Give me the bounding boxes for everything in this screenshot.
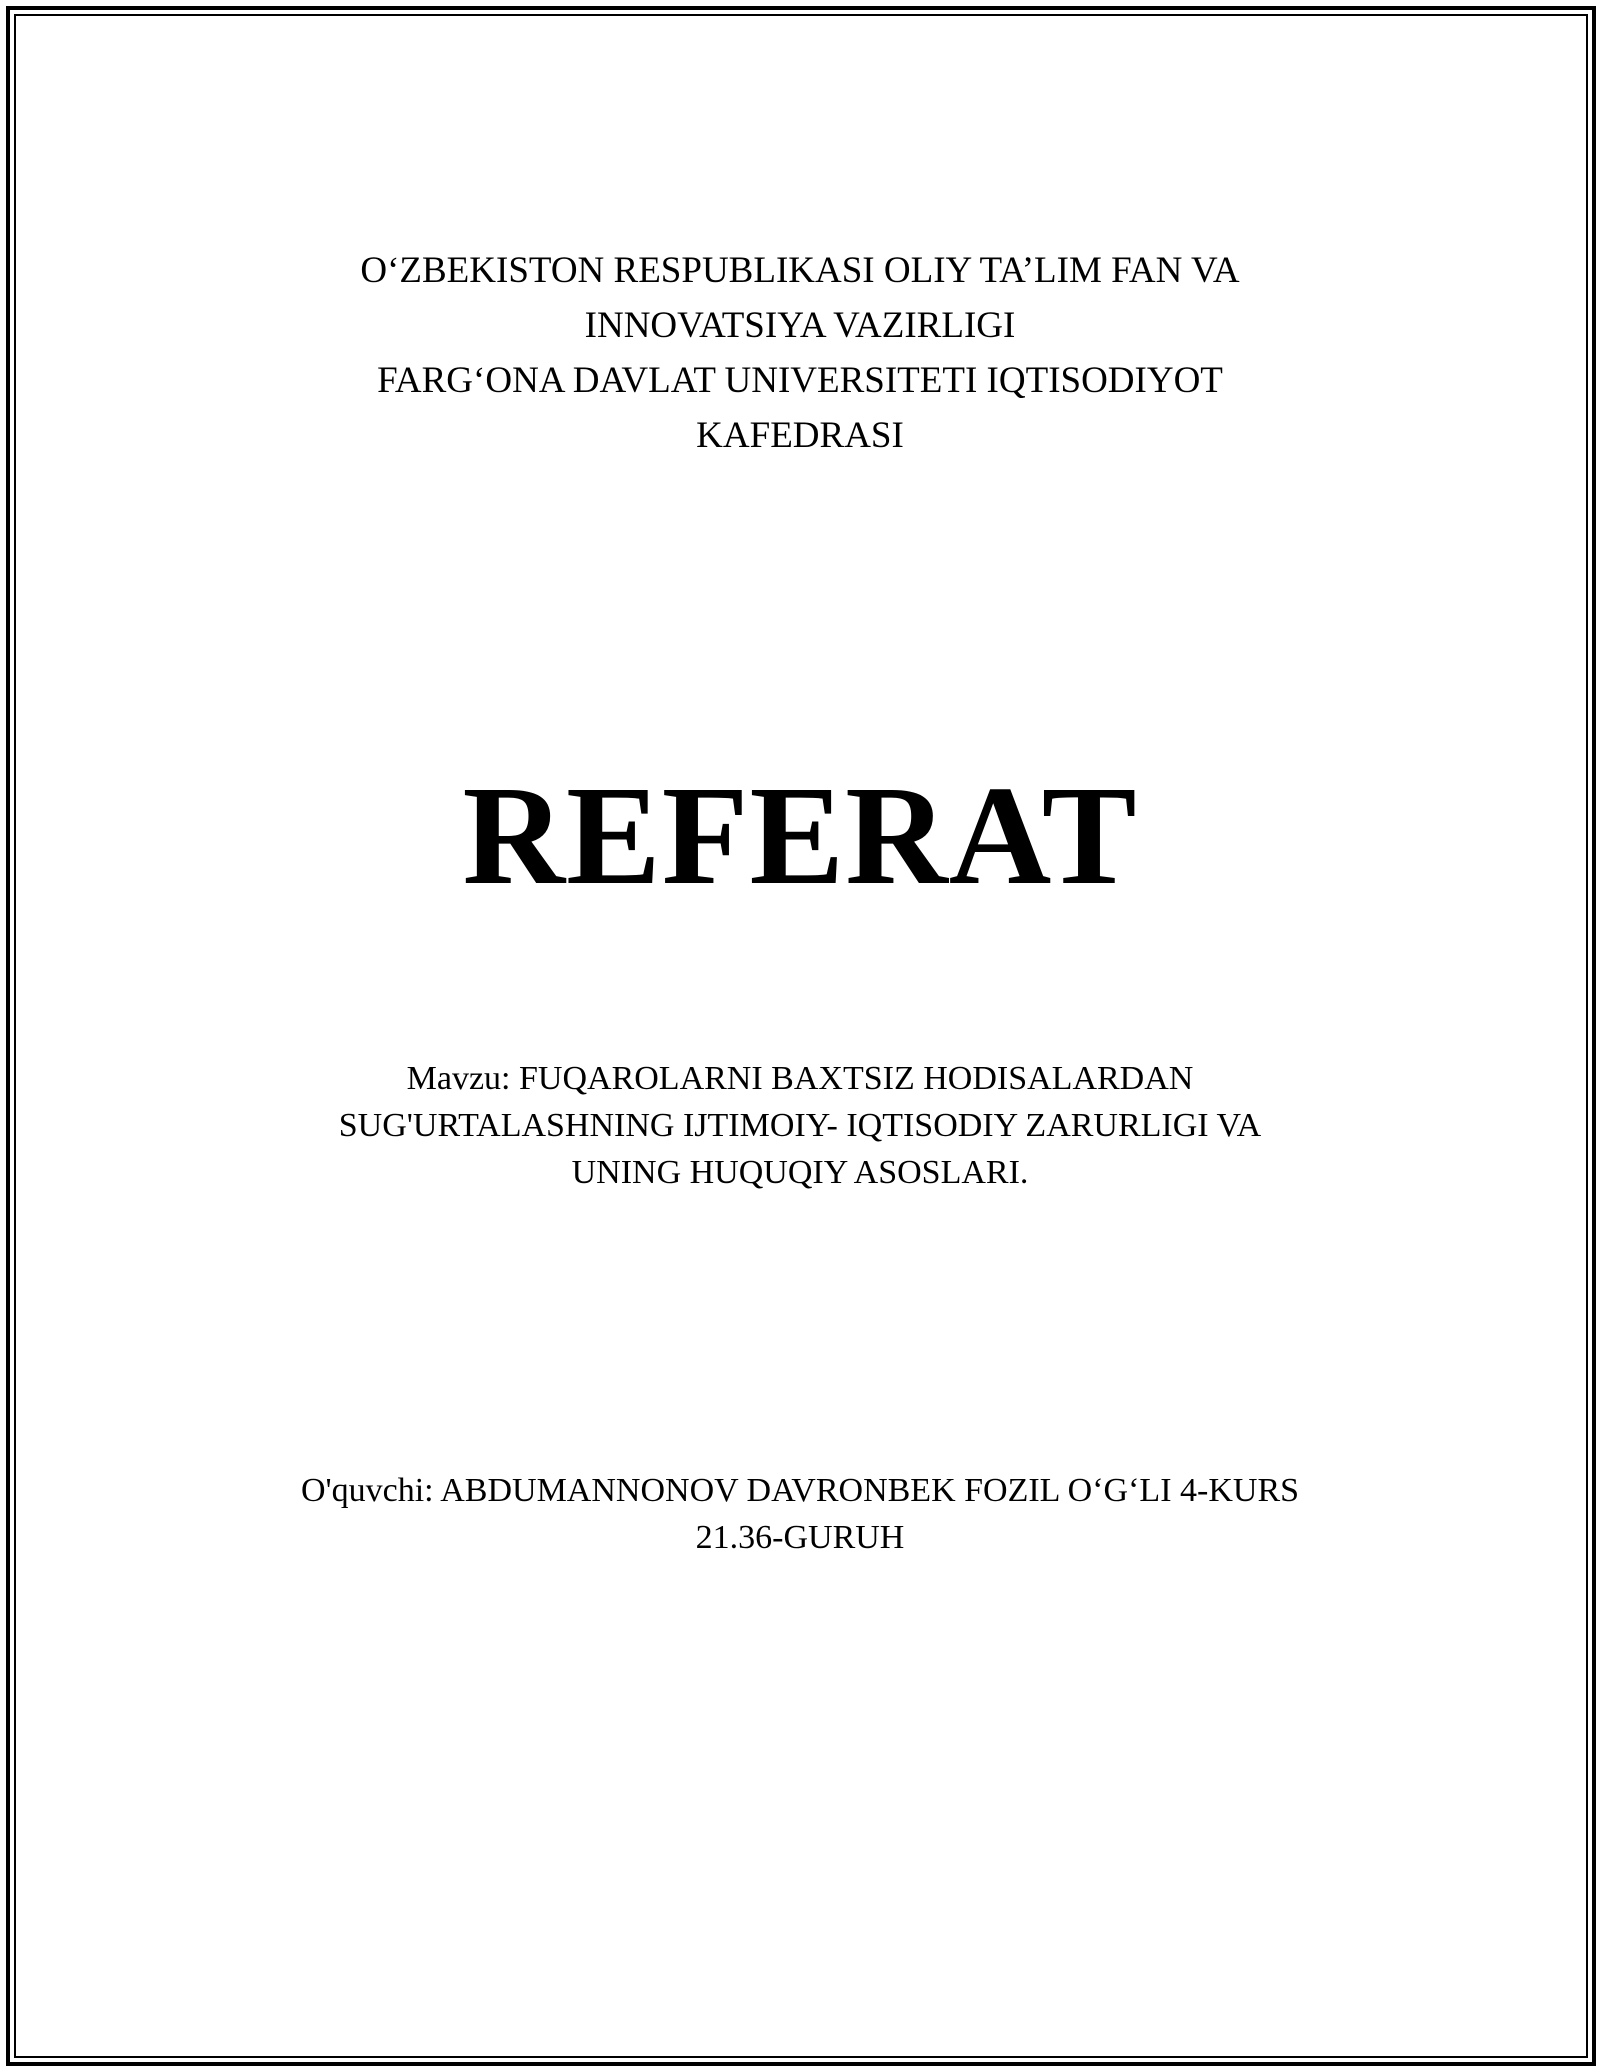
header-line-department: KAFEDRASI	[696, 415, 904, 456]
topic-block	[0, 1055, 1600, 1196]
student-line-group: 21.36-GURUH	[695, 1519, 905, 1556]
topic-line-1: Mavzu: FUQAROLARNI BAXTSIZ HODISALARDAN	[406, 1060, 1194, 1097]
student-block	[0, 1467, 1600, 1561]
document-title: REFERAT	[462, 756, 1138, 914]
topic-line-2: SUG'URTALASHNING IJTIMOIY- IQTISODIY ZARURLIGI VA	[338, 1107, 1262, 1144]
header-line-ministry: O‘ZBEKISTON RESPUBLIKASI OLIY TA’LIM FAN VA	[360, 250, 1240, 291]
institution-header	[0, 243, 1600, 463]
header-line-university: FARG‘ONA DAVLAT UNIVERSITETI IQTISODIYOT	[377, 360, 1223, 401]
header-line-ministry-cont: INNOVATSIYA VAZIRLIGI	[584, 305, 1016, 346]
student-line-name: O'quvchi: ABDUMANNONOV DAVRONBEK FOZIL O‘G‘LI 4-KURS	[300, 1472, 1300, 1509]
topic-line-3: UNING HUQUQIY ASOSLARI.	[571, 1154, 1029, 1191]
